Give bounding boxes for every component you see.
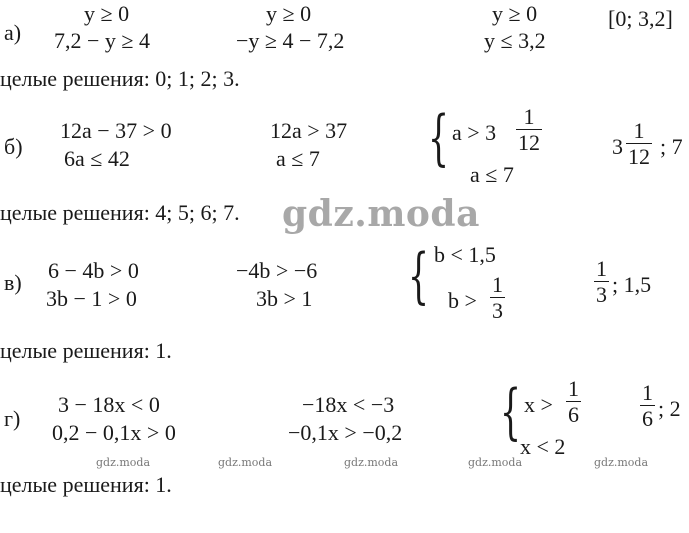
part-a-answer: [0; 3,2] (608, 6, 673, 31)
part-g-system-fraction-den: 6 (568, 402, 579, 427)
part-v-system-line2: b > (448, 288, 477, 313)
part-v-result: целые решения: 1. (0, 338, 172, 363)
part-a-label: а) (4, 20, 22, 45)
part-b-col1-line2: 6a ≤ 42 (64, 146, 130, 171)
part-b-result: целые решения: 4; 5; 6; 7. (0, 200, 240, 225)
part-b-system-line1: a > 3 (452, 120, 497, 145)
part-v-col2-line2: 3b > 1 (256, 286, 313, 311)
part-b-col2-line2: a ≤ 7 (276, 146, 320, 171)
part-a-col1-line1: y ≥ 0 (84, 1, 130, 26)
part-g-answer-tail: ; 2 (658, 396, 681, 421)
part-b-answer-tail: ; 7 (660, 134, 683, 159)
part-b-label: б) (4, 134, 23, 159)
watermark-main: gdz.moda (282, 193, 480, 235)
part-b-answer-whole: 3 (612, 134, 623, 159)
part-b-answer-fraction (626, 120, 652, 168)
part-v-system-fraction (490, 274, 505, 322)
part-g-col2-line1: −18x < −3 (302, 392, 395, 417)
part-v-col1-line1: 6 − 4b > 0 (48, 258, 139, 283)
part-g-result: целые решения: 1. (0, 472, 172, 497)
part-g-answer-fraction-den: 6 (642, 406, 653, 431)
watermark-small-4: gdz.moda (468, 456, 523, 469)
part-b-system-brace: { (428, 103, 450, 173)
part-g-system-line1: x > (524, 392, 553, 417)
part-v-label: в) (4, 270, 22, 295)
part-a-result: целые решения: 0; 1; 2; 3. (0, 66, 240, 91)
part-b-system-fraction-den: 12 (518, 130, 540, 155)
watermark-small-3: gdz.moda (344, 456, 399, 469)
part-v-system-fraction-den: 3 (492, 298, 503, 323)
part-g-answer-fraction (640, 382, 655, 430)
part-v-col2-line1: −4b > −6 (236, 258, 318, 283)
part-a-col3-line1: y ≥ 0 (492, 1, 538, 26)
part-b-answer-fraction-den: 12 (628, 144, 650, 169)
part-g-system-fraction (566, 378, 581, 426)
part-b-answer-fraction-num: 1 (633, 118, 645, 143)
part-g-col2-line2: −0,1x > −0,2 (288, 420, 403, 445)
part-v-system-fraction-num: 1 (492, 272, 503, 297)
part-g-col1-line2: 0,2 − 0,1x > 0 (52, 420, 176, 445)
part-v-answer-fraction-den: 3 (596, 282, 607, 307)
part-a-col1-line2: 7,2 − y ≥ 4 (54, 28, 150, 53)
part-v-answer-tail: ; 1,5 (612, 272, 652, 297)
part-b-system-fraction (516, 106, 542, 154)
part-g-system-fraction-num: 1 (568, 376, 579, 401)
part-v-system-line1: b < 1,5 (434, 242, 496, 267)
part-g-label: г) (4, 406, 21, 431)
part-g-answer-fraction-num: 1 (642, 380, 653, 405)
part-b-system-line2: a ≤ 7 (470, 162, 514, 187)
watermark-small-2: gdz.moda (218, 456, 273, 469)
part-v-system-brace: { (408, 241, 430, 311)
part-v-col1-line2: 3b − 1 > 0 (46, 286, 137, 311)
part-a-col2-line2: −y ≥ 4 − 7,2 (236, 28, 345, 53)
part-v-answer-fraction (594, 258, 609, 306)
part-b-col1-line1: 12a − 37 > 0 (60, 118, 172, 143)
part-g-system-line2: x < 2 (520, 434, 566, 459)
watermark-small-5: gdz.moda (594, 456, 649, 469)
watermark-small-1: gdz.moda (96, 456, 151, 469)
part-a-col2-line1: y ≥ 0 (266, 1, 312, 26)
part-b-col2-line1: 12a > 37 (270, 118, 348, 143)
part-g-col1-line1: 3 − 18x < 0 (58, 392, 160, 417)
part-b-system-fraction-num: 1 (523, 104, 535, 129)
part-a-col3-line2: y ≤ 3,2 (484, 28, 546, 53)
part-v-answer-fraction-num: 1 (596, 256, 607, 281)
part-g-system-brace: { (500, 377, 522, 447)
